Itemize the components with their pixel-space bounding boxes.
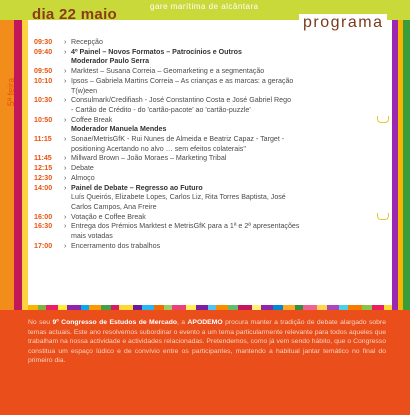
schedule-text: Almoço: [71, 173, 95, 182]
schedule-list: [34, 38, 389, 251]
event-date: dia 22 maio: [32, 6, 118, 23]
schedule-row: [34, 106, 389, 116]
schedule-text: Painel de Debate – Regresso ao Futuro: [71, 183, 203, 192]
programme-title: programa: [299, 14, 387, 32]
coffee-cup-icon: [377, 116, 389, 123]
schedule-text: T(w)een: [71, 86, 98, 95]
schedule-row: [34, 242, 389, 252]
schedule-row: [34, 57, 389, 67]
bullet-arrow-icon: ›: [64, 115, 67, 124]
schedule-time: 10:30: [34, 96, 53, 105]
bullet-arrow-icon: ›: [64, 222, 67, 231]
schedule-text: Coffee Break: [71, 115, 113, 124]
schedule-time: [34, 203, 64, 213]
bullet-arrow-icon: [64, 193, 71, 203]
bullet-arrow-icon: ›: [64, 47, 67, 56]
bullet-arrow-icon: [64, 106, 71, 116]
bullet-arrow-icon: [64, 203, 71, 213]
schedule-time: [34, 57, 64, 67]
bullet-arrow-icon: ›: [64, 164, 67, 173]
schedule-time: [34, 87, 64, 97]
bullet-arrow-icon: ›: [64, 173, 67, 182]
schedule-time: 12:15: [34, 164, 53, 173]
schedule-time: 10:10: [34, 76, 53, 85]
schedule-time: [34, 193, 64, 203]
schedule-text: Millward Brown – João Moraes – Marketing Tribal: [71, 154, 227, 163]
schedule-row: [34, 145, 389, 155]
schedule-text: Consulmark/Credifiash - José Constantino Costa e José Gabriel Rego: [71, 96, 292, 105]
bullet-arrow-icon: ›: [64, 38, 67, 46]
schedule-time: 09:30: [34, 38, 53, 46]
schedule-text: mais votadas: [71, 232, 113, 241]
schedule-row: [34, 48, 389, 58]
schedule-row: [34, 232, 389, 242]
bullet-arrow-icon: [64, 87, 71, 97]
schedule-time: [34, 106, 64, 116]
coffee-cup-icon: [377, 213, 389, 220]
schedule-row: [34, 96, 389, 106]
schedule-row: [34, 77, 389, 87]
schedule-text: Debate: [71, 164, 94, 173]
schedule-row: [34, 213, 389, 223]
schedule-time: [34, 145, 64, 155]
weekday-label: 5ª feira: [6, 77, 17, 107]
schedule-row: [34, 222, 389, 232]
intro-paragraph: No seu 9º Congresso de Estudos de Mercado, a APODEMO procura manter a tradição de debate alargado sobre temas actuais. Este ano resolvemos subordinar o evento a um tema particularmente relevante para todos aqueles que trabalham na nossa actividade e actividades relacionadas. Pretendemos, como já vem sendo hábito, que o Congresso constitua um espaço lúdico e de convívio entre os participantes, mantendo a habitual jantar temático no final do primeiro dia.: [28, 319, 386, 365]
schedule-text: - Cartão de Crédito - do 'cartão-pacote' ao 'cartão-puzzle': [71, 105, 251, 114]
schedule-time: 11:15: [34, 135, 52, 144]
schedule-time: 16:30: [34, 222, 53, 231]
bullet-arrow-icon: ›: [64, 67, 67, 76]
bullet-arrow-icon: [64, 125, 71, 135]
schedule-row: [34, 174, 389, 184]
schedule-text: positioning Acertando no alvo … sem efeitos colaterais": [71, 144, 246, 153]
schedule-row: [34, 193, 389, 203]
schedule-text: Encerramento dos trabalhos: [71, 241, 161, 250]
schedule-row: [34, 125, 389, 135]
schedule-time: 16:00: [34, 212, 53, 221]
schedule-text: 4º Painel – Novos Formatos – Patrocínios e Outros: [71, 47, 242, 56]
schedule-time: 17:00: [34, 241, 53, 250]
schedule-row: [34, 184, 389, 194]
bullet-arrow-icon: ›: [64, 154, 67, 163]
schedule-text: Luís Queirós, Elizabete Lopes, Carlos Liz, Rita Torres Baptista, José: [71, 193, 286, 202]
schedule-text: Recepção: [71, 38, 103, 46]
schedule-text: Votação e Coffee Break: [71, 212, 146, 221]
schedule-text: Ipsos – Gabriela Martins Correia – As crianças e as marcas: a geração: [71, 76, 294, 85]
schedule-time: 12:30: [34, 173, 53, 182]
schedule-time: [34, 125, 64, 135]
schedule-text: Carlos Campos, Ana Freire: [71, 202, 157, 211]
schedule-text: Marktest – Susana Correia – Geomarketing e a segmentação: [71, 67, 265, 76]
schedule-row: [34, 154, 389, 164]
bullet-arrow-icon: [64, 57, 71, 67]
schedule-row: [34, 164, 389, 174]
schedule-time: [34, 232, 64, 242]
moderator-line: Moderador Paulo Serra: [71, 57, 150, 66]
schedule-time: 14:00: [34, 183, 53, 192]
schedule-row: [34, 67, 389, 77]
bullet-arrow-icon: ›: [64, 241, 67, 250]
schedule-time: 09:50: [34, 67, 53, 76]
schedule-row: [34, 87, 389, 97]
bullet-arrow-icon: ›: [64, 76, 67, 85]
bullet-arrow-icon: [64, 232, 71, 242]
schedule-time: 09:40: [34, 47, 53, 56]
bullet-arrow-icon: ›: [64, 96, 67, 105]
schedule-text: Sonae/MetrisGfK - Rui Nunes de Almeida e Beatriz Capaz - Target -: [71, 135, 285, 144]
schedule-time: 11:45: [34, 154, 52, 163]
schedule-row: [34, 38, 389, 48]
bullet-arrow-icon: ›: [64, 212, 67, 221]
schedule-row: [34, 116, 389, 126]
moderator-line: Moderador Manuela Mendes: [71, 125, 167, 134]
bullet-arrow-icon: ›: [64, 183, 67, 192]
schedule-row: [34, 203, 389, 213]
venue-name: gare marítima de alcântara: [150, 2, 259, 11]
bullet-arrow-icon: ›: [64, 135, 67, 144]
schedule-time: 10:50: [34, 115, 53, 124]
bullet-arrow-icon: [64, 145, 71, 155]
schedule-row: [34, 135, 389, 145]
schedule-text: Entrega dos Prémios Marktest e MetrisGfK para a 1ª e 2ª apresentações: [71, 222, 300, 231]
